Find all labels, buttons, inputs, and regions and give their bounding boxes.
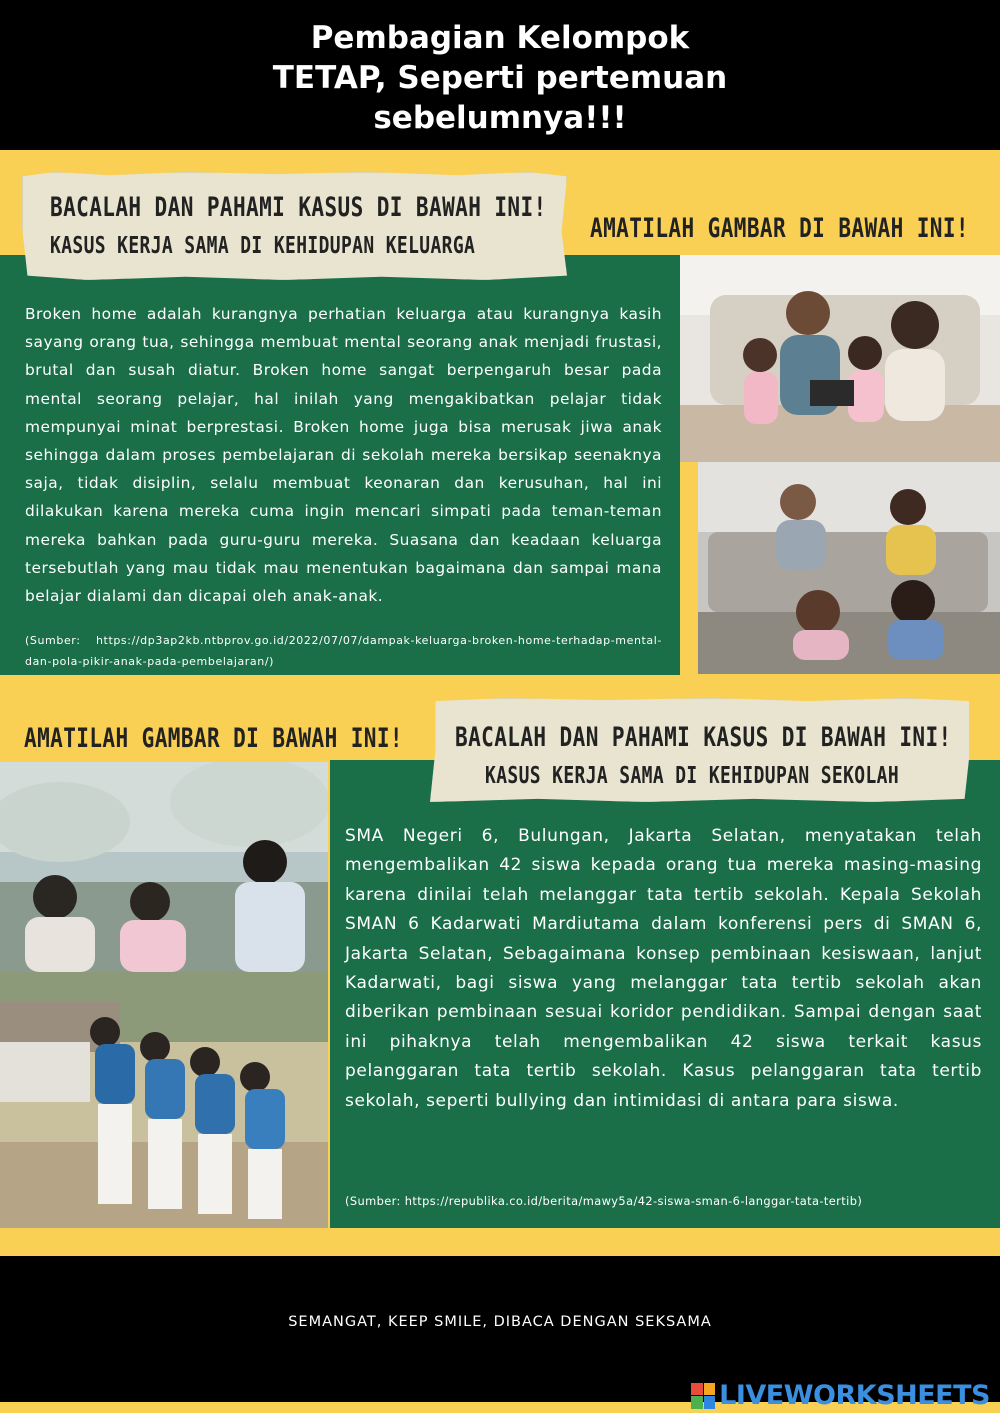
school-case-heading: BACALAH DAN PAHAMI KASUS DI BAWAH INI! [455,722,952,753]
page-title-line-1: Pembagian Kelompok [310,20,690,56]
students-celebration-photo [0,762,328,972]
liveworksheets-wordmark: LIVEWORKSHEETS [719,1380,990,1411]
students-bowing-photo [0,972,328,1228]
happy-family-photo [680,255,1000,462]
page-title [100,18,900,138]
school-case-subheading: KASUS KERJA SAMA DI KEHIDUPAN SEKOLAH [485,763,900,789]
page-title-line-2: TETAP, Seperti pertemuan [272,60,728,96]
family-case-paper-label [22,172,567,280]
school-case-body: SMA Negeri 6, Bulungan, Jakarta Selatan, menyatakan telah mengembalikan 42 siswa kepada orang tua mereka masing-masing karena dinilai telah melanggar tata tertib sekolah. Kepala Sekolah SMAN 6 Kadarwati Mardiutama dalam konferensi pers di SMAN 6, Jakarta Selatan, Sebagaimana konsep pembinaan kesiswaan, lanjut Kadarwati, bagi siswa yang melanggar tata tertib sekolah akan diberikan pembinaan sesuai koridor pendidikan. Sampai dengan saat ini pihaknya telah mengembalikan 42 siswa terkait kasus pelanggaran tata tertib sekolah. Kasus pelanggaran tata tertib sekolah, seperti bullying dan intimidasi di antara para siswa. [345,826,982,1111]
family-case-heading: BACALAH DAN PAHAMI KASUS DI BAWAH INI! [50,192,547,223]
liveworksheets-brand[interactable] [691,1380,990,1411]
liveworksheets-logo-icon [691,1383,715,1409]
family-case-source: (Sumber: https://dp3ap2kb.ntbprov.go.id/2022/07/07/dampak-keluarga-broken-home-terhadap-mental-dan-pola-pikir-anak-pada-pembelajaran/) [25,634,662,668]
family-case-subheading: KASUS KERJA SAMA DI KEHIDUPAN KELUARGA [50,233,476,259]
school-images-heading: AMATILAH GAMBAR DI BAWAH INI! [24,723,404,754]
family-images-heading: AMATILAH GAMBAR DI BAWAH INI! [590,213,970,244]
sad-family-photo [698,462,1000,674]
school-case-source: (Sumber: https://republika.co.id/berita/mawy5a/42-siswa-sman-6-langgar-tata-tertib) [345,1194,863,1208]
family-case-body: Broken home adalah kurangnya perhatian keluarga atau kurangnya kasih sayang orang tua, sehingga membuat mental seorang anak menjadi frustasi, brutal dan susah diatur. Broken home sangat berpengaruh besar pada mental seorang pelajar, hal inilah yang mengakibatkan pelajar tidak mempunyai minat berprestasi. Broken home juga bisa merusak jiwa anak sehingga dalam proses pembelajaran di sekolah mereka bersikap seenaknya saja, tidak disiplin, selalu membuat keonaran dan kerusuhan, hal ini dilakukan karena mereka cuma ingin mencari simpati pada teman-teman mereka bahkan pada guru-guru mereka. Suasana dan keadaan keluarga tersebutlah yang mau tidak mau menentukan bagaimana dan sampai mana belajar dialami dan dicapai oleh anak-anak. [25,305,662,606]
footer-text: SEMANGAT, KEEP SMILE, DIBACA DENGAN SEKSAMA [288,1314,712,1330]
page-title-line-3: sebelumnya!!! [373,100,627,136]
